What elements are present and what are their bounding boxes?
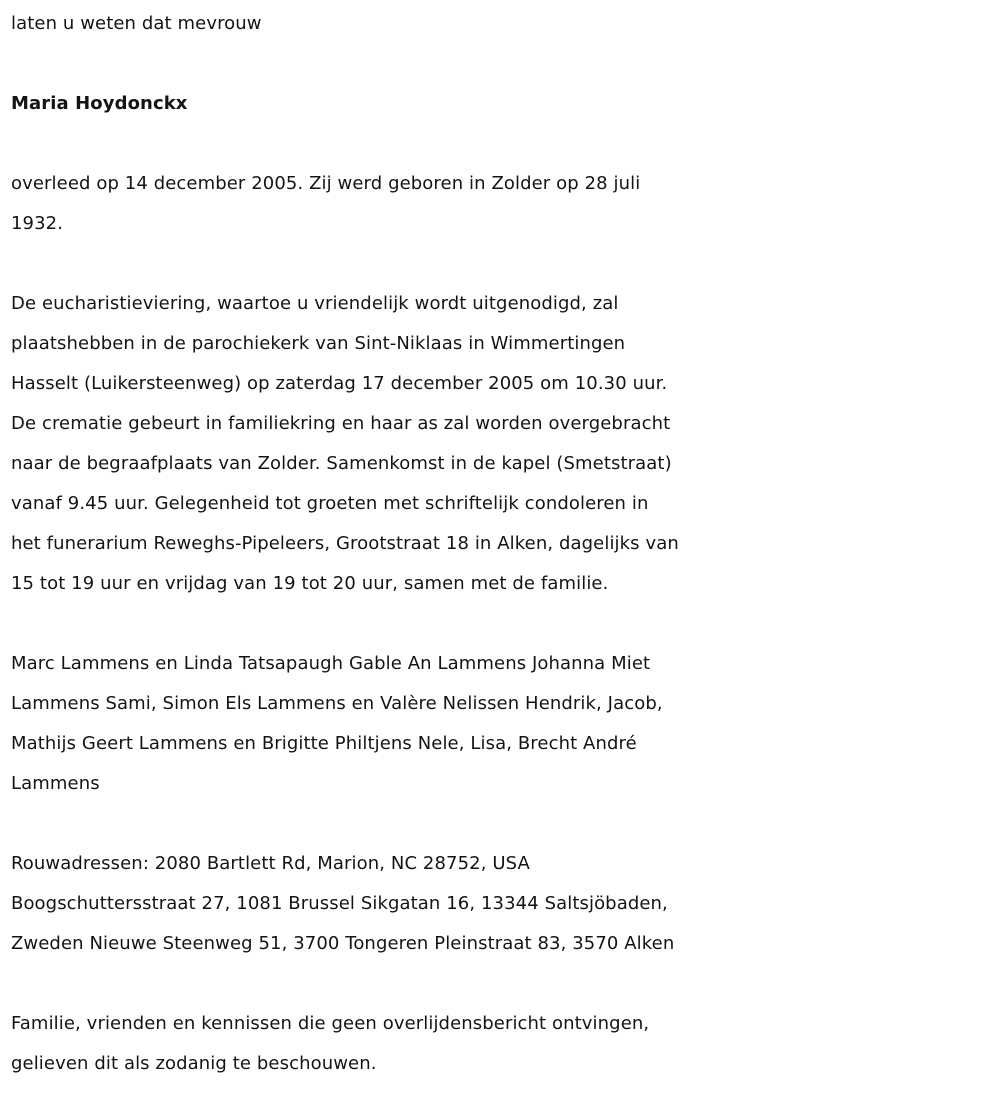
ceremony-line: het funerarium Reweghs-Pipeleers, Grootstraat 18 in Alken, dagelijks van [11,533,679,554]
address-line: Boogschuttersstraat 27, 1081 Brussel Sikgatan 16, 13344 Saltsjöbaden, [11,893,668,914]
intro-text [11,0,991,44]
family-line: Lammens [11,773,100,794]
address-line: Rouwadressen: 2080 Bartlett Rd, Marion, NC 28752, USA [11,853,530,874]
ceremony-line: De eucharistieviering, waartoe u vriendelijk wordt uitgenodigd, zal [11,293,619,314]
closing-line: Familie, vrienden en kennissen die geen overlijdensbericht ontvingen, [11,1013,650,1034]
deceased-name-text: Maria Hoydonckx [11,93,188,114]
address-paragraph [11,844,991,964]
ceremony-line: naar de begraafplaats van Zolder. Samenkomst in de kapel (Smetstraat) [11,453,672,474]
closing-paragraph [11,1004,991,1084]
death-line: overleed op 14 december 2005. Zij werd geboren in Zolder op 28 juli [11,173,641,194]
ceremony-line: vanaf 9.45 uur. Gelegenheid tot groeten met schriftelijk condoleren in [11,493,649,514]
obituary-notice [11,0,991,1084]
family-line: Marc Lammens en Linda Tatsapaugh Gable An Lammens Johanna Miet [11,653,651,674]
death-paragraph [11,164,991,244]
intro-line: laten u weten dat mevrouw [11,13,262,34]
family-line: Lammens Sami, Simon Els Lammens en Valère Nelissen Hendrik, Jacob, [11,693,663,714]
ceremony-paragraph [11,284,991,604]
address-line: Zweden Nieuwe Steenweg 51, 3700 Tongeren Pleinstraat 83, 3570 Alken [11,933,675,954]
closing-line: gelieven dit als zodanig te beschouwen. [11,1053,377,1074]
ceremony-line: 15 tot 19 uur en vrijdag van 19 tot 20 uur, samen met de familie. [11,573,609,594]
family-line: Mathijs Geert Lammens en Brigitte Philtjens Nele, Lisa, Brecht André [11,733,637,754]
ceremony-line: plaatshebben in de parochiekerk van Sint-Niklaas in Wimmertingen [11,333,626,354]
ceremony-line: Hasselt (Luikersteenweg) op zaterdag 17 december 2005 om 10.30 uur. [11,373,668,394]
death-line: 1932. [11,213,64,234]
ceremony-line: De crematie gebeurt in familiekring en haar as zal worden overgebracht [11,413,671,434]
deceased-name [11,84,991,124]
family-paragraph [11,644,991,804]
